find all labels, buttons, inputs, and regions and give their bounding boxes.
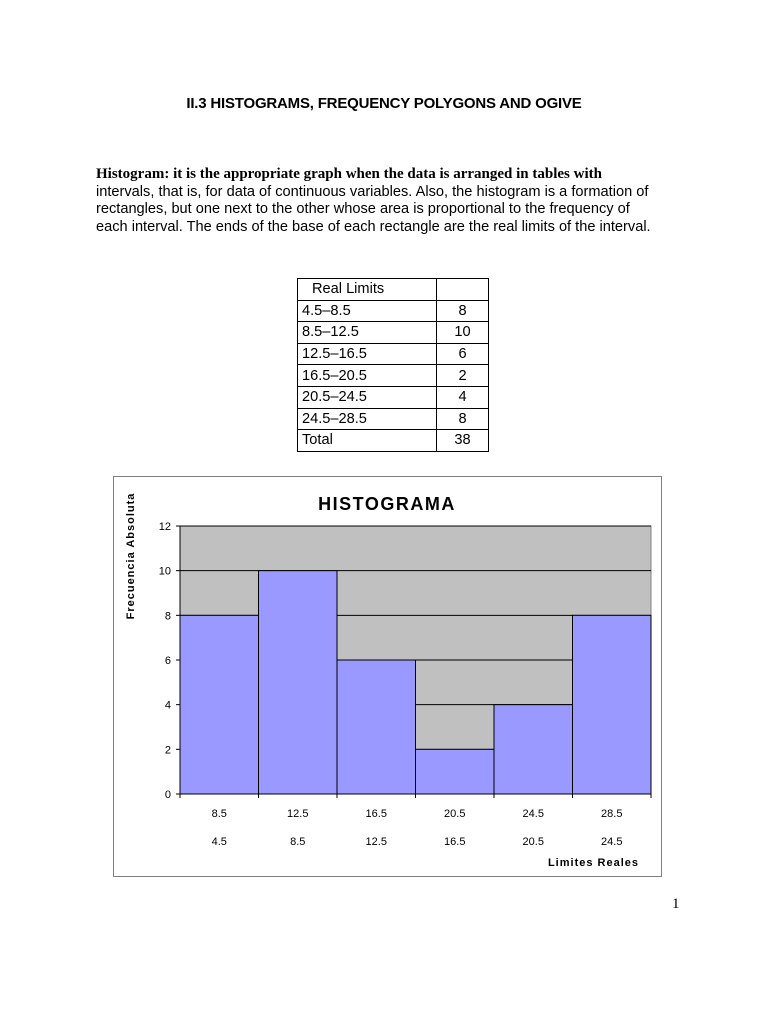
table-total-label: Total — [298, 430, 437, 452]
table-row — [298, 408, 489, 430]
histogram-bar — [337, 660, 416, 794]
table-cell-frequency: 4 — [437, 386, 489, 408]
x-tick-label-lower: 8.5 — [290, 836, 306, 848]
y-tick-label: 8 — [164, 610, 171, 623]
x-tick-label-upper: 20.5 — [444, 808, 466, 820]
histogram-bar — [573, 615, 652, 794]
table-header-row — [298, 279, 489, 301]
x-tick-label-upper: 24.5 — [522, 808, 544, 820]
x-tick-label-lower: 16.5 — [444, 836, 466, 848]
intro-paragraph — [96, 166, 662, 236]
y-tick-label: 4 — [164, 699, 171, 712]
y-axis-label: Frecuencia Absoluta — [125, 492, 137, 620]
histogram-bar — [259, 571, 338, 794]
x-tick-label-lower: 4.5 — [211, 836, 227, 848]
table-cell-limits: 20.5–24.5 — [298, 386, 437, 408]
histogram-definition-body: intervals, that is, for data of continuous variables. Also, the histogram is a formation of rectangles, but one next to the other whose area is proportional to the frequency of each interval. The ends of the base of each rectangle are the real limits of the interval. — [96, 183, 651, 235]
table-cell-frequency: 10 — [437, 322, 489, 344]
y-tick-label: 10 — [158, 565, 171, 578]
y-tick-label: 6 — [164, 655, 171, 667]
x-tick-label-upper: 16.5 — [365, 808, 387, 820]
table-cell-frequency: 8 — [437, 408, 489, 430]
table-cell-limits: 12.5–16.5 — [298, 343, 437, 365]
x-tick-label-lower: 20.5 — [522, 836, 544, 848]
table-row — [298, 386, 489, 408]
histogram-definition-lead: Histogram: it is the appropriate graph when the data is arranged in tables with — [96, 166, 602, 182]
histogram-chart — [113, 476, 662, 877]
table-cell-frequency: 8 — [437, 300, 489, 322]
table-row — [298, 365, 489, 387]
x-tick-label-upper: 12.5 — [287, 808, 309, 820]
table-row — [298, 322, 489, 344]
section-title: II.3 HISTOGRAMS, FREQUENCY POLYGONS AND OGIVE — [186, 95, 582, 112]
table-cell-limits: 16.5–20.5 — [298, 365, 437, 387]
y-tick-label: 0 — [164, 789, 171, 801]
y-tick-label: 2 — [164, 744, 171, 757]
table-cell-limits: 4.5–8.5 — [298, 300, 437, 322]
frequency-table — [297, 278, 489, 452]
page-number: 1 — [672, 896, 680, 912]
table-cell-limits: 8.5–12.5 — [298, 322, 437, 344]
histogram-bar — [416, 749, 495, 794]
histogram-bar — [180, 615, 259, 794]
table-header-frequency — [437, 279, 489, 301]
table-total-row — [298, 430, 489, 452]
table-row — [298, 300, 489, 322]
x-tick-label-lower: 12.5 — [365, 836, 387, 848]
histogram-bar — [494, 705, 573, 794]
histogram-svg — [114, 477, 661, 876]
x-tick-label-upper: 28.5 — [601, 808, 623, 820]
table-row — [298, 343, 489, 365]
table-cell-frequency: 6 — [437, 343, 489, 365]
y-tick-label: 12 — [158, 521, 171, 533]
table-cell-frequency: 2 — [437, 365, 489, 387]
table-cell-limits: 24.5–28.5 — [298, 408, 437, 430]
x-axis-label: Limites Reales — [547, 857, 639, 869]
table-total-value: 38 — [437, 430, 489, 452]
x-tick-label-upper: 8.5 — [211, 808, 227, 820]
table-header-limits: Real Limits — [298, 279, 437, 301]
chart-title: HISTOGRAMA — [318, 494, 456, 514]
x-tick-label-lower: 24.5 — [601, 836, 623, 848]
